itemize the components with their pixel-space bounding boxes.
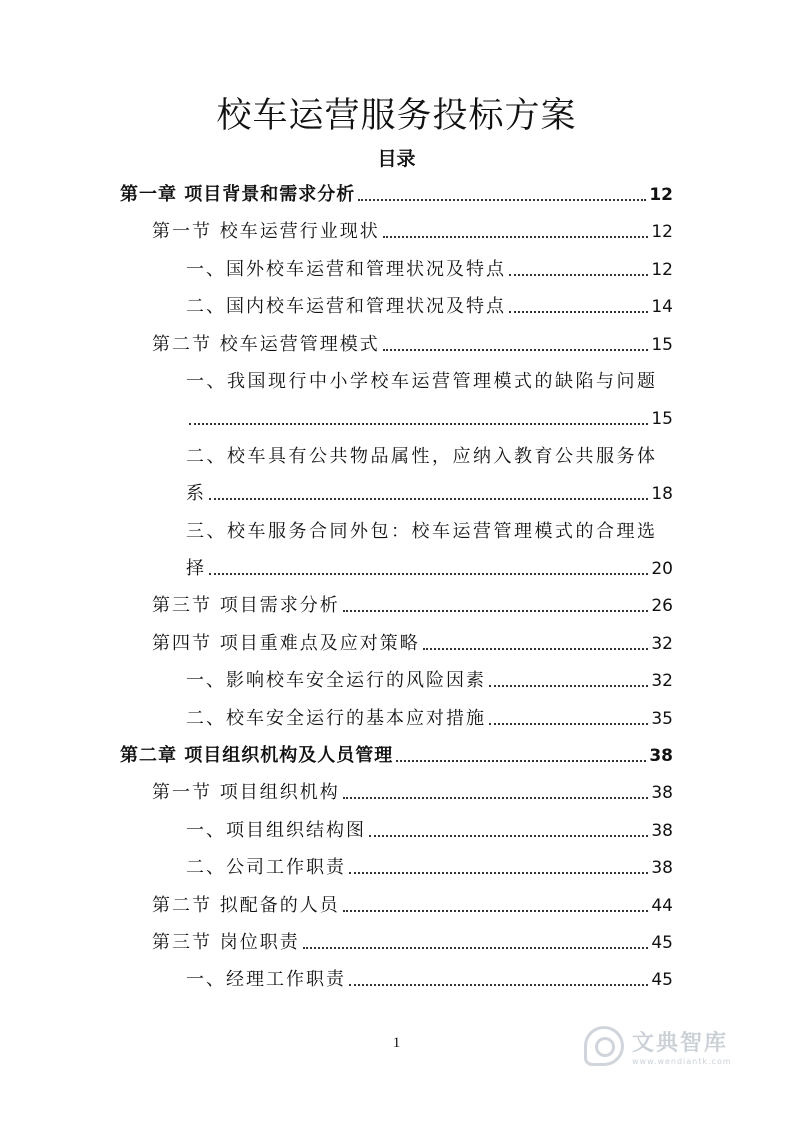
- toc-label: 一、国外校车运营和管理状况及特点: [186, 258, 506, 280]
- toc-leader-dots: [303, 947, 649, 949]
- toc-label: 第一节 校车运营行业现状: [152, 221, 380, 243]
- toc-item-line1[interactable]: 三、校车服务合同外包：校车运营管理模式的合理选: [186, 520, 658, 542]
- toc-label: 系: [186, 483, 206, 505]
- toc-page-number: 12: [649, 185, 673, 205]
- document-title: 校车运营服务投标方案: [216, 96, 577, 136]
- toc-leader-dots: [489, 723, 648, 725]
- toc-item[interactable]: [186, 705, 673, 733]
- watermark-url: www.wendiantk.com: [632, 1057, 732, 1066]
- toc-label: 第二节 拟配备的人员: [152, 894, 340, 916]
- toc-label: 第二章 项目组织机构及人员管理: [120, 745, 394, 766]
- toc-page-number: 12: [651, 259, 673, 280]
- toc-item-wrap[interactable]: [186, 480, 673, 508]
- toc-page-number: 15: [651, 334, 673, 355]
- toc-leader-dots: [369, 835, 648, 837]
- toc-leader-dots: [209, 573, 648, 575]
- toc-leader-dots: [343, 797, 649, 799]
- toc-label: 第三节 项目需求分析: [152, 595, 340, 617]
- page-number: 1: [392, 1035, 401, 1051]
- toc-label: 第一节 项目组织机构: [152, 782, 340, 804]
- toc-item-wrap[interactable]: [186, 555, 673, 583]
- watermark: [584, 1016, 754, 1076]
- toc-item[interactable]: [186, 293, 673, 321]
- toc-page-number: 38: [651, 820, 673, 841]
- toc-heading: 目录: [377, 148, 416, 170]
- toc-section[interactable]: [152, 892, 673, 920]
- toc-item[interactable]: [186, 966, 673, 994]
- toc-item-wrap[interactable]: [186, 405, 673, 433]
- toc-leader-dots: [396, 760, 646, 762]
- watermark-name: 文典智库: [632, 1031, 729, 1056]
- toc-page-number: 44: [651, 895, 673, 916]
- toc-label: 第一章 项目背景和需求分析: [120, 184, 356, 205]
- toc-leader-dots: [383, 349, 649, 351]
- toc-page-number: 26: [651, 596, 673, 617]
- toc-leader-dots: [209, 498, 648, 500]
- toc-section[interactable]: [152, 630, 673, 658]
- toc-section[interactable]: [152, 779, 673, 807]
- toc-section[interactable]: [152, 592, 673, 620]
- toc-section[interactable]: [152, 218, 673, 246]
- toc-page-number: 45: [651, 933, 673, 953]
- toc-item[interactable]: [186, 817, 673, 845]
- toc-page-number: 38: [651, 858, 673, 879]
- toc-leader-dots: [358, 199, 646, 201]
- toc-label: 第二节 校车运营管理模式: [152, 333, 380, 355]
- toc-label: 一、影响校车安全运行的风险因素: [186, 670, 486, 692]
- toc-item[interactable]: [186, 256, 673, 284]
- toc-label: 一、项目组织结构图: [186, 819, 366, 841]
- toc-label: 一、经理工作职责: [186, 969, 346, 991]
- toc-label: 二、校车安全运行的基本应对措施: [186, 707, 486, 729]
- toc-leader-dots: [509, 274, 648, 276]
- toc-section[interactable]: [152, 331, 673, 359]
- toc-page-number: 38: [651, 783, 673, 804]
- toc-page-number: 32: [651, 671, 673, 692]
- toc-item-line1[interactable]: 一、我国现行中小学校车运营管理模式的缺陷与问题: [186, 371, 658, 392]
- toc-label: 二、国内校车运营和管理状况及特点: [186, 296, 506, 318]
- toc-leader-dots: [349, 984, 648, 986]
- toc-leader-dots: [489, 685, 648, 687]
- toc-page-number: 38: [649, 746, 673, 766]
- toc-label: 第三节 岗位职责: [152, 932, 300, 953]
- toc-section[interactable]: [152, 929, 673, 957]
- toc-leader-dots: [509, 311, 648, 313]
- wendian-logo-icon: [584, 1026, 624, 1066]
- toc-label: 第四节 项目重难点及应对策略: [152, 632, 420, 654]
- toc-page-number: 32: [651, 633, 673, 654]
- toc-leader-dots: [349, 872, 648, 874]
- toc-item[interactable]: [186, 854, 673, 882]
- toc-label: 择: [186, 558, 206, 579]
- toc-leader-dots: [343, 610, 649, 612]
- toc-chapter[interactable]: [120, 742, 673, 770]
- toc-leader-dots: [383, 236, 649, 238]
- toc-page-number: 15: [651, 409, 673, 430]
- toc-leader-dots: [423, 648, 649, 650]
- toc-page-number: 14: [651, 297, 673, 318]
- toc-page-number: 45: [651, 970, 673, 991]
- toc-item[interactable]: [186, 667, 673, 695]
- toc-page-number: 35: [651, 708, 673, 729]
- toc-chapter[interactable]: [120, 181, 673, 209]
- toc-page-number: 20: [651, 559, 673, 579]
- toc-leader-dots: [343, 910, 649, 912]
- toc-label: 二、公司工作职责: [186, 857, 346, 879]
- toc-page-number: 12: [651, 222, 673, 243]
- toc-item-line1[interactable]: 二、校车具有公共物品属性，应纳入教育公共服务体: [186, 445, 658, 467]
- toc-leader-dots: [189, 423, 648, 425]
- toc-page-number: 18: [651, 484, 673, 505]
